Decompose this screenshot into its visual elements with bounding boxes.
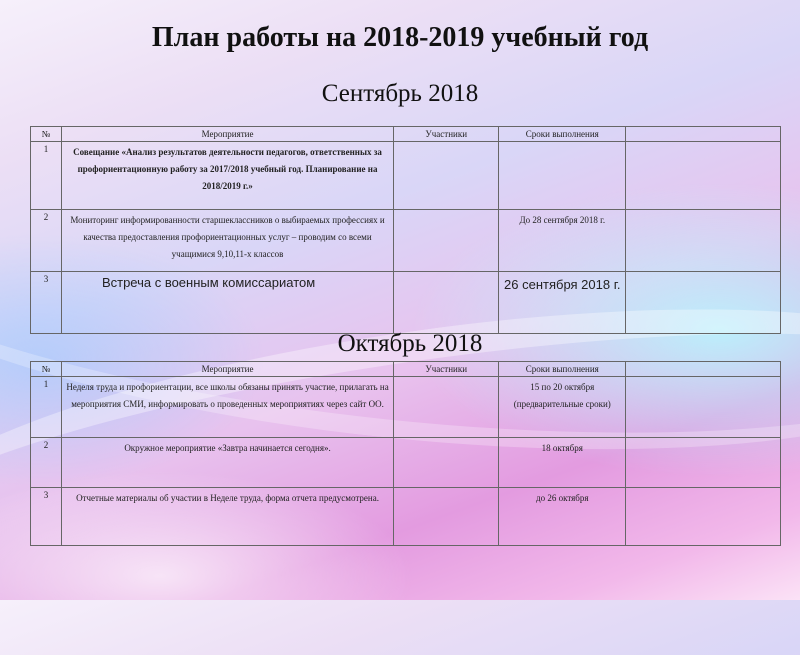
row-deadline: 18 октября (499, 438, 626, 488)
table-row (31, 272, 781, 334)
row-extra (626, 438, 781, 488)
row-num: 3 (31, 272, 62, 334)
october-heading: Октябрь 2018 (337, 330, 483, 357)
row-num: 1 (31, 377, 62, 438)
row-deadline: 15 по 20 октября (предварительные сроки) (499, 377, 626, 438)
table-row (31, 377, 781, 438)
row-extra (626, 142, 781, 210)
row-num: 2 (31, 210, 62, 272)
row-extra (626, 210, 781, 272)
october-table (30, 361, 781, 546)
header-deadline: Сроки выполнения (499, 362, 626, 377)
row-participants (394, 142, 499, 210)
row-participants (394, 377, 499, 438)
header-deadline: Сроки выполнения (499, 127, 626, 142)
row-event: Мониторинг информированности старшеклассников о выбираемых профессиях и качества предоставления профориентационных услуг – проводим со всеми учащимися 9,10,11-х классов (61, 210, 393, 272)
row-num: 2 (31, 438, 62, 488)
row-event: Отчетные материалы об участии в Неделе труда, форма отчета предусмотрена. (61, 488, 393, 546)
header-num: № (31, 362, 62, 377)
row-event: Окружное мероприятие «Завтра начинается сегодня». (61, 438, 393, 488)
row-deadline: До 28 сентября 2018 г. (499, 210, 626, 272)
table-header-row (31, 127, 781, 142)
table-row (31, 210, 781, 272)
row-num: 1 (31, 142, 62, 210)
row-deadline (499, 142, 626, 210)
row-extra (626, 377, 781, 438)
row-deadline: 26 сентября 2018 г. (499, 272, 626, 334)
row-event: Встреча с военным комиссариатом (61, 272, 393, 334)
header-event: Мероприятие (61, 127, 393, 142)
row-participants (394, 272, 499, 334)
header-participants: Участники (394, 127, 499, 142)
table-header-row (31, 362, 781, 377)
table-row (31, 488, 781, 546)
table-row (31, 142, 781, 210)
row-participants (394, 488, 499, 546)
header-event: Мероприятие (61, 362, 393, 377)
table-row (31, 438, 781, 488)
header-num: № (31, 127, 62, 142)
september-table (30, 126, 781, 334)
header-extra (626, 362, 781, 377)
row-event: Неделя труда и профориентации, все школы обязаны принять участие, прилагать на мероприятия СМИ, информировать о проведенных мероприятиях через сайт ОО. (61, 377, 393, 438)
header-participants: Участники (394, 362, 499, 377)
row-extra (626, 272, 781, 334)
row-participants (394, 210, 499, 272)
row-num: 3 (31, 488, 62, 546)
row-participants (394, 438, 499, 488)
row-extra (626, 488, 781, 546)
row-deadline: до 26 октября (499, 488, 626, 546)
row-event: Совещание «Анализ результатов деятельности педагогов, ответственных за профориентационную работу за 2017/2018 учебный год. Планирование на 2018/2019 г.» (61, 142, 393, 210)
september-heading: Сентябрь 2018 (321, 80, 479, 107)
page-title: План работы на 2018-2019 учебный год (151, 22, 649, 53)
header-extra (626, 127, 781, 142)
